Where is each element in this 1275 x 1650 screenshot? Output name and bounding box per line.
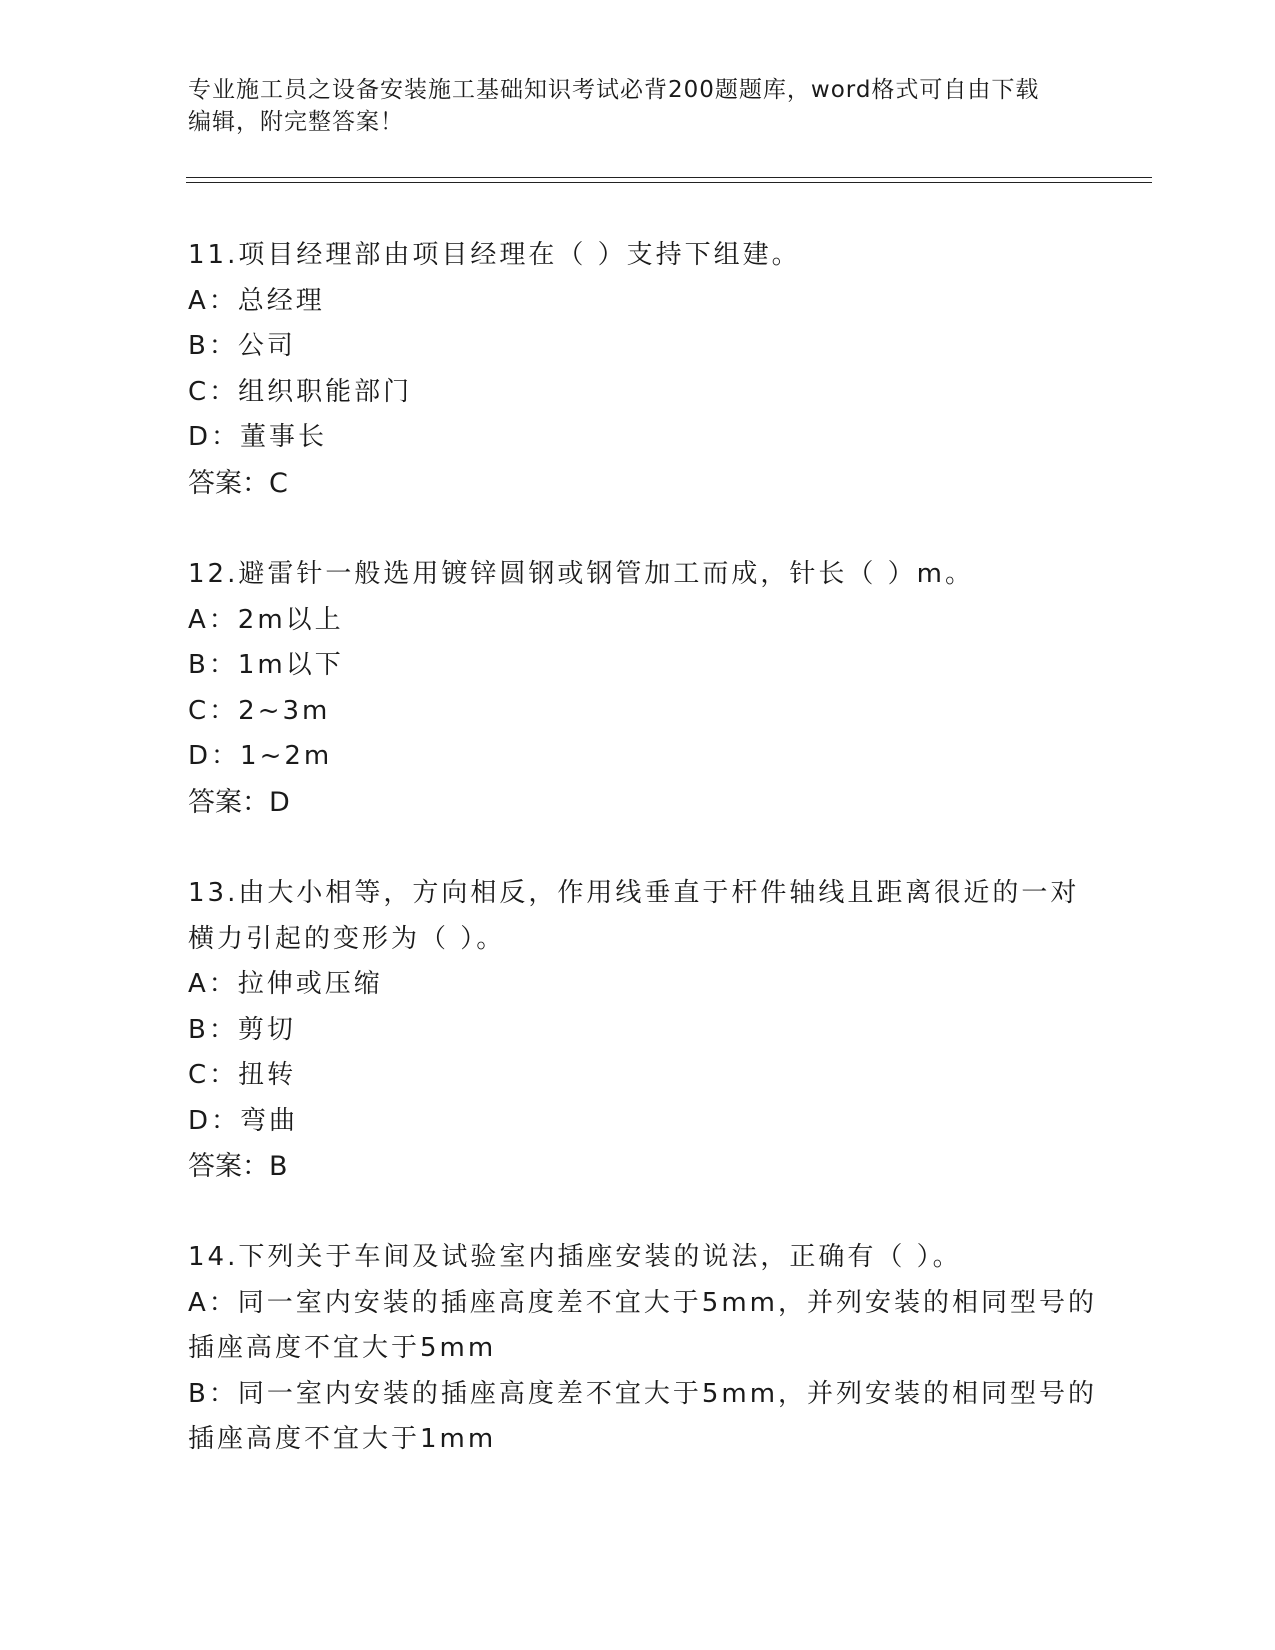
option-d: D：1~2m <box>188 741 333 771</box>
question-14 <box>188 1235 1098 1463</box>
question-stem: 14.下列关于车间及试验室内插座安装的说法，正确有（ ）。 <box>188 1242 962 1272</box>
option-a: A：拉伸或压缩 <box>188 969 383 999</box>
option-a: A：2m以上 <box>188 604 344 635</box>
answer-line: 答案：C <box>188 467 288 499</box>
answer-line: 答案：D <box>188 786 290 818</box>
option-b: B：同一室内安装的插座高度差不宜大于5mm，并列安装的相同型号的 <box>188 1378 1098 1409</box>
question-stem-continued: 横力引起的变形为（ ）。 <box>188 923 506 954</box>
header-line: 编辑，附完整答案！ <box>188 109 404 135</box>
question-stem: 11.项目经理部由项目经理在（ ）支持下组建。 <box>188 240 801 270</box>
option-c: C：扭转 <box>188 1060 297 1090</box>
option-c: C：2~3m <box>188 695 331 726</box>
header-divider <box>186 177 1152 178</box>
option-b: B：剪切 <box>188 1014 296 1045</box>
question-stem: 12.避雷针一般选用镀锌圆钢或钢管加工而成，针长（ ）m。 <box>188 559 974 589</box>
option-b: B：公司 <box>188 331 296 361</box>
option-b-continued: 插座高度不宜大于1mm <box>188 1424 497 1454</box>
option-a-continued: 插座高度不宜大于5mm <box>188 1333 497 1363</box>
answer-line: 答案：B <box>188 1151 288 1182</box>
option-d: D：弯曲 <box>188 1105 299 1136</box>
header-line: 专业施工员之设备安装施工基础知识考试必背200题题库，word格式可自由下载 <box>188 77 1040 103</box>
question-13 <box>188 871 1088 1190</box>
option-d: D：董事长 <box>188 422 328 452</box>
question-11 <box>188 233 1088 506</box>
question-stem: 13.由大小相等，方向相反，作用线垂直于杆件轴线且距离很近的一对 <box>188 878 1080 908</box>
header-divider <box>186 182 1152 183</box>
option-c: C：组织职能部门 <box>188 376 413 407</box>
question-12 <box>188 552 1088 825</box>
document-header <box>188 74 1088 138</box>
option-a: A：同一室内安装的插座高度差不宜大于5mm，并列安装的相同型号的 <box>188 1287 1097 1318</box>
option-a: A：总经理 <box>188 285 325 316</box>
option-b: B：1m以下 <box>188 650 344 680</box>
